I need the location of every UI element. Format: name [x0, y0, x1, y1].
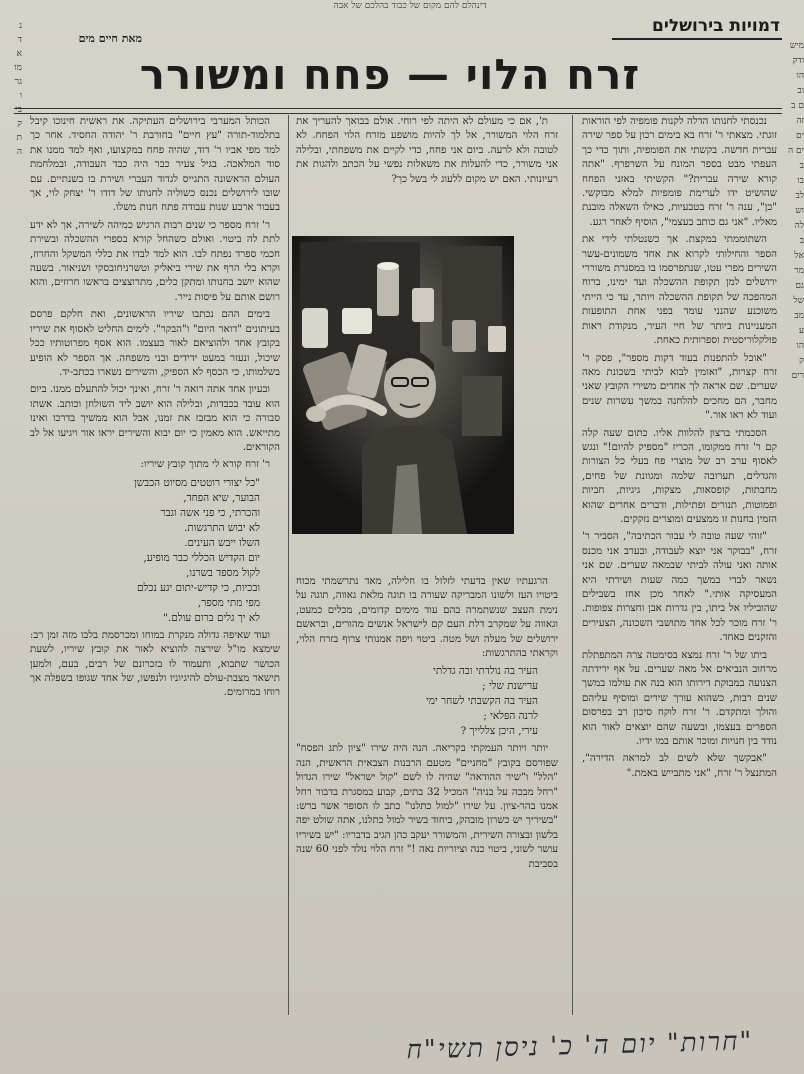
edge-fragment: מו [14, 63, 22, 73]
headline: זרח הלוי — פחח ומשורר [139, 50, 641, 99]
edge-fragment: וב [797, 86, 804, 96]
edge-fragment: ה [16, 147, 22, 157]
edge-fragment: ו [19, 91, 22, 101]
paragraph: הסכמתי ברצון להלוות אליו. כתום שעה קלה קם ר' זרח ממקומו, הכריז "מספיק להיום!" ונגש לאסוף ערב רב של מוצרי פח בעלי כל הצורות והגדלים, תערובה שלמה ומגוונת של פחים, מחבתות, קופסאות, מצקות, גיגיות, חביות ופמוטות, תנורים ופתילות, ודברים אחרים שהוא הזמין בחנות זו ממצעים ומוצרים נזקקים. [582, 427, 777, 525]
poem-line: לרנה הפלאי ; [483, 710, 538, 723]
edge-fragment: ע [798, 326, 804, 336]
edge-fragment: לב [795, 191, 804, 201]
left-edge-fragment [0, 20, 22, 1020]
poem-line: יום הקדיש הכללי כבר מופיע, [143, 551, 260, 564]
edge-fragment: גם [795, 281, 804, 291]
headline-rule [14, 108, 782, 114]
poem-excerpt-1 [296, 664, 558, 739]
paragraph: נכנסתי לחנותו הדלה לקנות פומפיה לפי הוראות זוגתי. מצאתי ר' זרח בא בימים רכון על ספר שירה עברית חדשה. בקשתי את הפומפיה, ותוך כדי כך העפתי מבט בספר המונח על השרפרף. "אתה קורא שירה עברית?" הקשיתי באזני הפחח שהושיט ידו לערימת פומפיות למלא מבוקשי. "כן", ענה ר' זרח בטבעיות, כאילו השאלה מובנת מאליו. "אני גם כותב בעצמי", הוסיף לאחר רגע. [582, 116, 777, 228]
edge-fragment: ים [796, 131, 804, 141]
top-cut-text: דינהלם להם מקום של כבוד בהלכם של אבה [333, 1, 487, 11]
edge-fragment: ים ה [787, 146, 804, 156]
poem-line: והכרתי, כי פני אשה וגבר [160, 506, 260, 519]
edge-fragment: ד [17, 35, 22, 45]
paragraph: הרגעתיו שאין בדעתי לזלזל בו חלילה, מאד נתרשמתי מכוח ביטויו העז ולשונו המבריקה שעורה בו תוגה מלאת גאווה, תוגה על נימת העצב שנשתמרה בהם עוד מימים קדומים, מכלים כמעט, וגאווה על שמקרב דלת העם קם לישראל אנשים מהורים, ובראשם ירושלים של מעלה ושל מטה. ביטוי ויפה אמנותי צרוף בזרח הלוי, וקראתי בהתרגשות: [296, 576, 558, 660]
column-left [30, 115, 280, 1015]
poem-line: ובכיות, כי קדיש-יתום יגע נכלם [137, 581, 260, 594]
paragraph: ר' זרח מספר כי שנים רבות הרגיש כמיהה לשירה, אך לא ידע לתת לה ביטוי. ואולם כשהחל קורא בספרי ההשכלה ובשירת חכמי ספרד נפתח לבו. הוא למד לבדו את כללי המשקל והחרוז, וקרא בלי הרף את שירי ביאליק וטשרניחובסקי ושניאור. בשעה שהוא יושב בחנותו ומתקן כלים, מתרוצצים בראשו חרוזים, והוא רושם אותם על פיסות נייר. [30, 219, 280, 303]
paragraph: "זוהי שעה טובה לי עבור הכתיבה", הסביר ר' זרח, "בבוקר אני יוצא לעבודה, ובערב אני מכנס אותה ואני עולה לביתי שבמאה שערים. שם אני נשאר לבדי במשך כמה שעות ושירתי היא המעסיקה אותי." לאחר מכן אחז בשבילים שהוביליו אל ביתו, בין גדרות אבן וחצרות צפופות. ר' זרח מוכר לכל אחד מתושבי השכונה, הצעירים והזקנים כאחד. [582, 531, 777, 644]
paragraph: ת', אם כי מעולם לא היתה לפי רוחי. אולם בבואך להעריך את זרח הלוי המשורר, אל לך להיות מושפע מזרח הלוי הפחח. לא לטובה ולא לרעה. ביום אני פחח, כדי לקיים את משפחתי, ובלילה אני משורר, כדי להעלות את משאלות נפשי על הכתב ולהגות את רעיונותי. האם יש מקום ללעוג לי בשל כך? [296, 116, 558, 185]
column-right [582, 115, 777, 1010]
poem-line: לא יבוש התרגשות. [184, 521, 260, 534]
column-middle-top [296, 115, 558, 230]
paragraph: ובעיון אחד אתה רואה ר' זרח, ואינך יכול להתעלם ממנו. ביום הוא עובד בכבדות, ובלילה הוא יושב ליד השולחן וכותב. אשתו סבורה כי הוא מבזבז את זמנו, אבל הוא ממשיך בדרכו ואינו מתייאש. הוא מאמין כי יום יבוא והשירים יראו אור ויגיעו אל לב הקוראים. [30, 384, 280, 453]
paragraph: "אוכל להתפנות בעוד דקות מספר", פסק ר' זרח קצרות, "ואומין לבוא לביתי בשכונת מאה שערים. שם אראה לך אחדים משירי הקובץ שאני מחבר, הם מחכים להלחנה במשך עשרות שנים ועוד לא ראו אור." [582, 352, 777, 422]
edge-fragment: ב [799, 236, 804, 246]
poem-line: ערישנת שלי ; [482, 680, 538, 693]
poem-line: "כל יצורי רוטטים מסיוט הכבשן [134, 476, 260, 489]
right-edge-fragment [774, 40, 804, 990]
edge-fragment: א [16, 49, 22, 59]
edge-fragment: ק [17, 119, 22, 129]
edge-fragment: נ [19, 21, 22, 31]
poem-line: לא יך גלים ברום עולם." [163, 611, 260, 624]
column-divider [572, 115, 573, 1015]
edge-fragment: לה [794, 221, 804, 231]
poem-line: העיר בה נולדתי ובה גדלתי [433, 665, 538, 678]
byline: מאת חיים מים [78, 32, 142, 45]
column-divider [288, 115, 289, 1015]
poem-line: מפי מתי מספר, [197, 596, 260, 609]
edge-fragment: הו [796, 341, 804, 351]
paragraph: ר' זרח קורא לי מתוך קובץ שיריו: [140, 459, 270, 471]
paragraph: בימים ההם נכתבו שיריו הראשונים, ואת חלקם פרסם בעיתונים "דואר היום" ו"הבקר". לימים החליט לאסוף את שיריו בקובץ אחד ולהוציאם לאור בעצמו. הוא אסף מפרוטותיו ככל שיכול, ונעזר במעט ידידים ובני משפחה. אך הספר לא הופיע בשלמותו, כי הכסף לא הספיק, והשירים נשארו בכתב-יד. [30, 309, 280, 378]
column-left-intro [30, 115, 280, 473]
section-underline [612, 38, 782, 40]
poem-line: עירי, היכן צללייך ? [460, 725, 538, 738]
paragraph: הכותל המערבי בירושלים העתיקה. את ראשית חינוכו קיבל בתלמוד-תורה "עץ חיים" בחורבת ר' יהודה החסיד. אחר כך למד מפי אביו ר' דוד, שהיה פחח במקצועו, ואף למד ממנו את סוד המלאכה. בגיל צעיר כבר היה כבד העבודה, ובמלחמת העולם הראשונה התגייס לגדוד העברי ושירת בו בשנתיים. עם שובו לירושלים נכנס כשוליה לחנותו של דודו ר' יצחק לוי, אך בעבור ארבע שנות עבודה פתח חנות משלו. [30, 116, 280, 214]
edge-fragment: ם ב [791, 101, 804, 111]
edge-fragment: גר [14, 77, 22, 87]
handwritten-date-note: "חרות" יום ה' כ' ניסן תשי"ח [406, 1026, 754, 1066]
section-label: דמויות בירושלים [652, 16, 780, 36]
poem-line: השלו ייבש העינים. [184, 536, 260, 549]
paragraph: ביתו של ר' זרח נמצא בסימטה צרה המתפתלת מרחוב הנביאים אל מאה שערים. על אף ירידתה הצנועה במבוקת דירותו הוא בנה את עולמו במשך שנים רבות, כשהוא עורך שירים ומוסיף עליהם והולך ומתקדם. ר' זרח לוקח סיכון רב בפרסום הספרים בעצמו, ובשעה שהם יוצאים לאור הוא נודד בין חנויות ומוכר אותם במו ידיו. [582, 649, 777, 748]
paragraph: "אבקשך שלא לשים לב למראה הדירה", המתנצל ר' זרח, "אני מתבייש באמת." [582, 753, 777, 779]
column-middle-bottom [296, 575, 558, 1015]
edge-fragment: רים [791, 371, 804, 381]
edge-fragment: ודק [792, 56, 804, 66]
edge-fragment: בו [797, 176, 804, 186]
edge-fragment: מיש [789, 41, 804, 51]
edge-fragment: הו [796, 71, 804, 81]
poem-line: הבוער, שיא הפחד, [183, 491, 260, 504]
edge-fragment: ב [799, 161, 804, 171]
paragraph: השתוממתי במקצת. אך כשנטלתי לידי את הספר והחילותי לקרוא את אחד משמונים-עשר השירים מפרי עטו, שנתפרסמו בו במסגרת משוררי ירושלים למן תקופת ההשכלה ועד ימינו, ברוח המהפכה של תקופת ההשכלה ויותר, עד כי הייתי משוכנע שהנני עומד בפני אחת התופעות המעניינות ביותר של חיי העיר, מנקודת ראות פולקלוריסטית וספרותית כאחת. [582, 234, 777, 347]
edge-fragment: אל [794, 251, 804, 261]
portrait-photo [292, 236, 514, 534]
edge-fragment: זה [796, 116, 804, 126]
edge-fragment: מב [794, 311, 804, 321]
paragraph: ועוד שאיפה גדולה מנקרת במוחו ומכרסמת בלבו מזה זמן רב: שימצא מו"ל שירצה להוציא לאור את קובץ שיריו, לשעת הכושר שתבוא, ותעמוד לו בזכרונם של רבים, בעם, ולמען תישאר מצבת-עולם להיגיוניו ולנפשו, של אחד שגופו בשפלה אך רוחו במרומים. [30, 629, 280, 699]
poem-line: העיר בה הקשבתי לשחר ימי [426, 695, 538, 708]
paragraph: יותר ויותר העמקתי בקריאה. הנה היה שירו "ציון לתג הפסח" שפורסם בקובץ "מחניים" מטעם הרבנות הצבאית הראשית, הנה "הלל" ו"שיר ההודאה" שהיה לו לשם "קול ישראל" שירו הגדול "רחל מבכה על בניה" המכיל 32 בתים, קבוע במסגרת בדבור רחל אמנו בהר-ציון. על שירו "למול כתלנו" כתב לו הסופר אשר ברש: "בשיריך יש כשרון מובהק, ביחוד בשיר למול כתלנו, אתה שולט יפה בלשון ובצורה השירית, והמשורר יעקב כהן הגיב בדבריו: "יש בשיריו עושר לשוני, ביטוי כנה וציוריות נאה !" זרח הלוי נולד לפני 60 שנה בסביבת [296, 743, 558, 870]
edge-fragment: מר [794, 266, 804, 276]
edge-fragment: בי [15, 105, 22, 115]
article-header [22, 14, 782, 45]
edge-fragment: ק [799, 356, 804, 366]
poem-line: לקול מספד בשרנו, [186, 566, 260, 579]
edge-fragment: וש [795, 206, 804, 216]
poem-excerpt-2 [30, 476, 280, 626]
edge-fragment: של [793, 296, 804, 306]
edge-fragment: ת [16, 133, 22, 143]
